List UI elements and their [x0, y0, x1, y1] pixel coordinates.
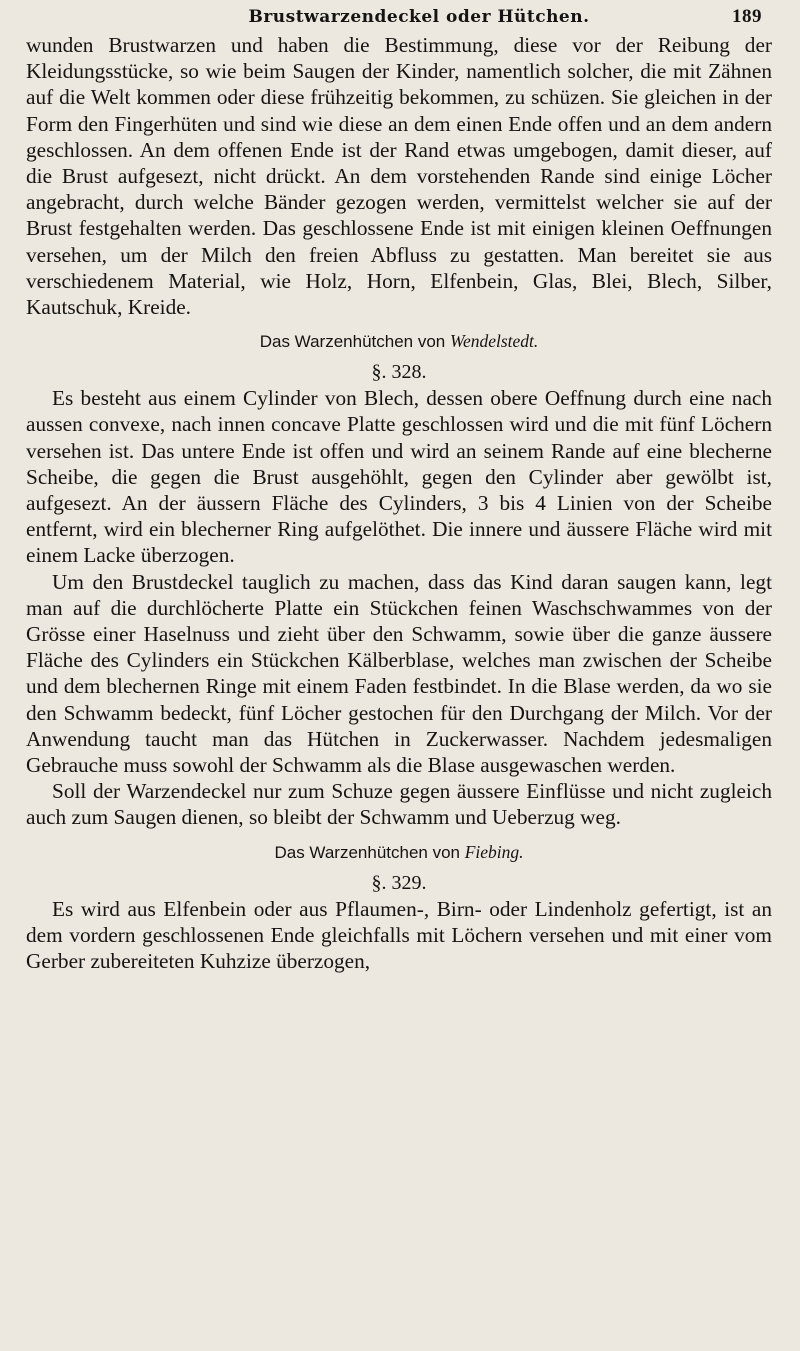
paragraph: Es besteht aus einem Cylinder von Blech, dessen obere Oeffnung durch eine nach aussen convexe, nach innen concave Platte geschlossen wird und die mit fünf Löchern versehen ist. Das untere Ende ist offen und wird an seinem Rande auf eine blecherne Scheibe, die gegen die Brust ausgehöhlt, gegen den Cylinder aber gewölbt ist, aufgesezt. An der äussern Fläche des Cylinders, 3 bis 4 Linien von der Scheibe entfernt, wird ein blecherner Ring aufgelöthet. Die innere und äussere Fläche wird mit einem Lacke überzogen. [26, 386, 772, 568]
paragraph: Es wird aus Elfenbein oder aus Pflaumen-, Birn- oder Lindenholz gefertigt, ist an dem vordern geschlossenen Ende gleichfalls mit Löchern versehen und mit einer vom Gerber zubereiteten Kuhzize überzogen, [26, 896, 772, 974]
heading-text: Das Warzenhütchen von [259, 332, 450, 352]
paragraph: Soll der Warzendeckel nur zum Schuze gegen äussere Einflüsse und nicht zugleich auch zum Saugen dienen, so bleibt der Schwamm und Ueberzug weg. [26, 779, 772, 830]
section-heading-fiebing [26, 839, 772, 866]
heading-author: Fiebing. [464, 841, 524, 862]
running-head-title: Brustwarzendeckel oder Hütchen. [248, 7, 590, 27]
continued-paragraph: wunden Brustwarzen und haben die Bestimmung, diese vor der Reibung der Kleidungsstücke, so wie beim Saugen der Kinder, namentlich solcher, die mit Zähnen auf die Welt kommen oder diese frühzeitig bekommen, zu schüzen. Sie gleichen in der Form den Fingerhüten und sind wie diese an dem einen Ende offen und an dem andern geschlossen. An dem offenen Ende ist der Rand etwas umgebogen, damit dieser, auf die Brust aufgesezt, nicht drückt. An dem vorstehenden Rande sind einige Löcher angebracht, durch welche Bänder gezogen werden, vermittelst welcher sie auf der Brust festgehalten werden. Das geschlossene Ende ist mit einigen kleinen Oeffnungen versehen, um der Milch den freien Abfluss zu gestatten. Man bereitet sie aus verschiedenem Material, wie Holz, Horn, Elfenbein, Glas, Blei, Blech, Silber, Kautschuk, Kreide. [26, 33, 772, 320]
section-heading-wendelstedt [26, 328, 772, 355]
heading-author: Wendelstedt. [449, 331, 539, 352]
heading-text: Das Warzenhütchen von [274, 842, 465, 862]
section-number-329: §. 329. [371, 871, 427, 894]
section-number-328: §. 328. [371, 361, 427, 384]
page-number: 189 [732, 6, 762, 27]
paragraph: Um den Brustdeckel tauglich zu machen, dass das Kind daran saugen kann, legt man auf die durchlöcherte Platte ein Stückchen feinen Waschschwammes von der Grösse einer Haselnuss und zieht über den Schwamm, sowie über die ganze äussere Fläche des Cylinders ein Stückchen Kälberblase, welches man zwischen der Scheibe und dem blechernen Ringe mit einem Faden festbindet. In die Blase werden, da wo sie den Schwamm bedeckt, fünf Löcher gestochen für den Durchgang der Milch. Vor der Anwendung taucht man das Hütchen in Zuckerwasser. Nachdem jedesmaligen Gebrauche muss sowohl der Schwamm als die Blase ausgewaschen werden. [26, 569, 772, 778]
running-head [26, 6, 772, 32]
